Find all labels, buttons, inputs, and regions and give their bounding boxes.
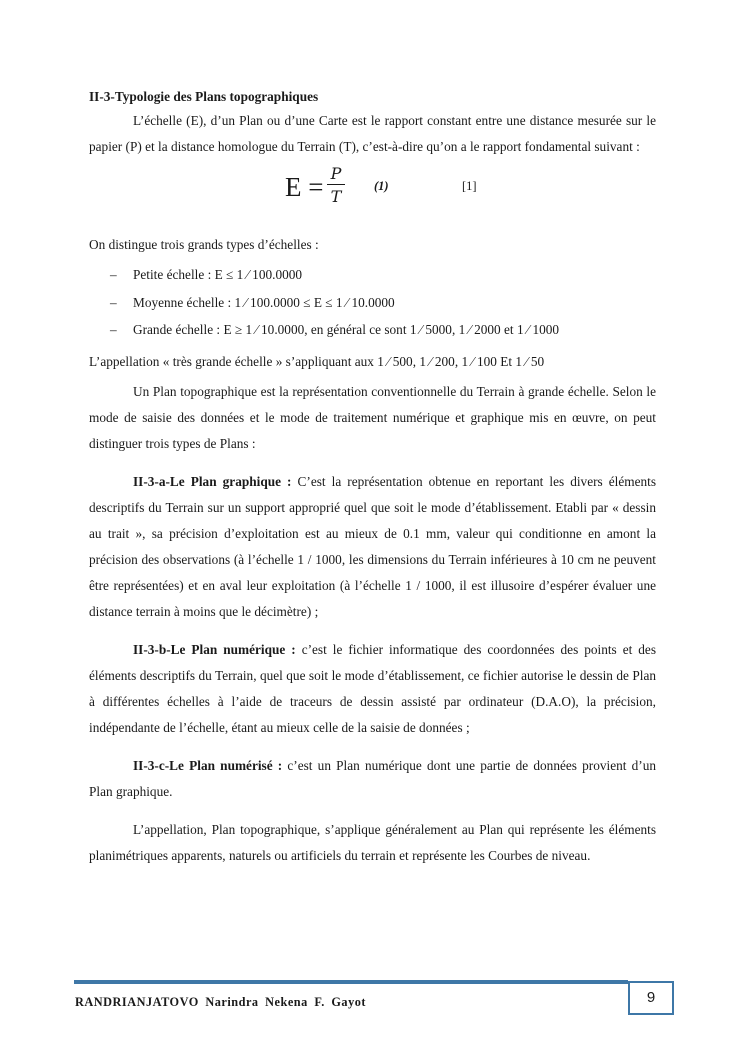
scale-type-list [89, 261, 656, 344]
plan-type-body: c’est un Plan numérique dont une partie de données provient d’un Plan graphique. [89, 757, 656, 799]
bullet-dash: – [110, 322, 117, 337]
plan-type-title: II-3-a-Le Plan graphique : [133, 473, 292, 489]
section-heading: II-3-Typologie des Plans topographiques [89, 89, 319, 104]
plan-type-body: c’est le fichier informatique des coordonnées des points et des éléments descriptifs du Terrain, quel que soit le mode d’établissement, ce fichier autorise le dessin de Plan à différentes échelles à l’aide de traceurs de dessin assisté par ordinateur (D.A.O), la précision, indépendante de l’échelle, étant au mieux celle de la saisie de données ; [89, 641, 657, 735]
plan-definition: Un Plan topographique est la représentation conventionnelle du Terrain à grande échelle. Selon le mode de saisie des données et le mode de traitement numérique et graphique mis en œuvre, on peut distinguer trois types de Plans : [89, 383, 656, 451]
list-item-text: Moyenne échelle : 1 ⁄ 100.0000 ≤ E ≤ 1 ⁄ 10.0000 [133, 294, 395, 310]
bullet-dash: – [110, 267, 117, 282]
scale-formula [89, 162, 656, 222]
scales-intro: On distingue trois grands types d’échelles : [89, 237, 319, 252]
plan-type-title: II-3-c-Le Plan numérisé : [133, 757, 283, 773]
plan-type-numerique [89, 637, 656, 741]
footer-divider [74, 980, 628, 984]
closing-paragraph: L’appellation, Plan topographique, s’applique généralement au Plan qui représente les éléments planimétriques apparents, naturels ou artificiels du terrain et représente les Courbes de niveau. [89, 821, 656, 863]
list-item-text: Grande échelle : E ≥ 1 ⁄ 10.0000, en général ce sont 1 ⁄ 5000, 1 ⁄ 2000 et 1 ⁄ 1000 [133, 322, 560, 337]
formula-lhs: E = [285, 172, 324, 202]
footer-author: RANDRIANJATOVO Narindra Nekena F. Gayot [75, 995, 366, 1009]
formula-fraction [325, 163, 347, 206]
bullet-dash: – [110, 294, 117, 310]
plan-type-numerise [89, 753, 656, 805]
page-number: 9 [628, 981, 674, 1015]
plan-type-body: C’est la représentation obtenue en reportant les divers éléments descriptifs du Terrain sur un support approprié quel que soit le mode d’établissement. Etabli par « dessin au trait », sa précision d’exploitation est au mieux de 0.1 mm, valeur qui conditionne en amont la précision des observations (à l’échelle 1 / 1000, les dimensions du Terrain inférieures à 10 cm ne peuvent être représentées) et en aval leur exploitation (à l’échelle 1 / 1000, il est illusoire d’espérer évaluer une distance terrain à moins que le décimètre) ; [89, 473, 657, 619]
citation-reference: [1] [462, 179, 477, 193]
formula-denominator: T [330, 187, 342, 207]
page-content [89, 86, 656, 869]
large-scale-note: L’appellation « très grande échelle » s’appliquant aux 1 ⁄ 500, 1 ⁄ 200, 1 ⁄ 100 Et 1 ⁄ 50 [89, 353, 545, 369]
formula-numerator: P [330, 164, 342, 183]
list-item [89, 289, 656, 317]
plan-type-title: II-3-b-Le Plan numérique : [133, 641, 296, 657]
list-item [89, 261, 656, 289]
equation-number: (1) [374, 179, 389, 193]
list-item [89, 316, 656, 344]
plan-type-graphique [89, 469, 656, 625]
list-item-text: Petite échelle : E ≤ 1 ⁄ 100.0000 [133, 267, 303, 282]
intro-paragraph: L’échelle (E), d’un Plan ou d’une Carte est le rapport constant entre une distance mesurée sur le papier (P) et la distance homologue du Terrain (T), c’est-à-dire qu’on a le rapport fondamental suivant : [89, 113, 656, 154]
